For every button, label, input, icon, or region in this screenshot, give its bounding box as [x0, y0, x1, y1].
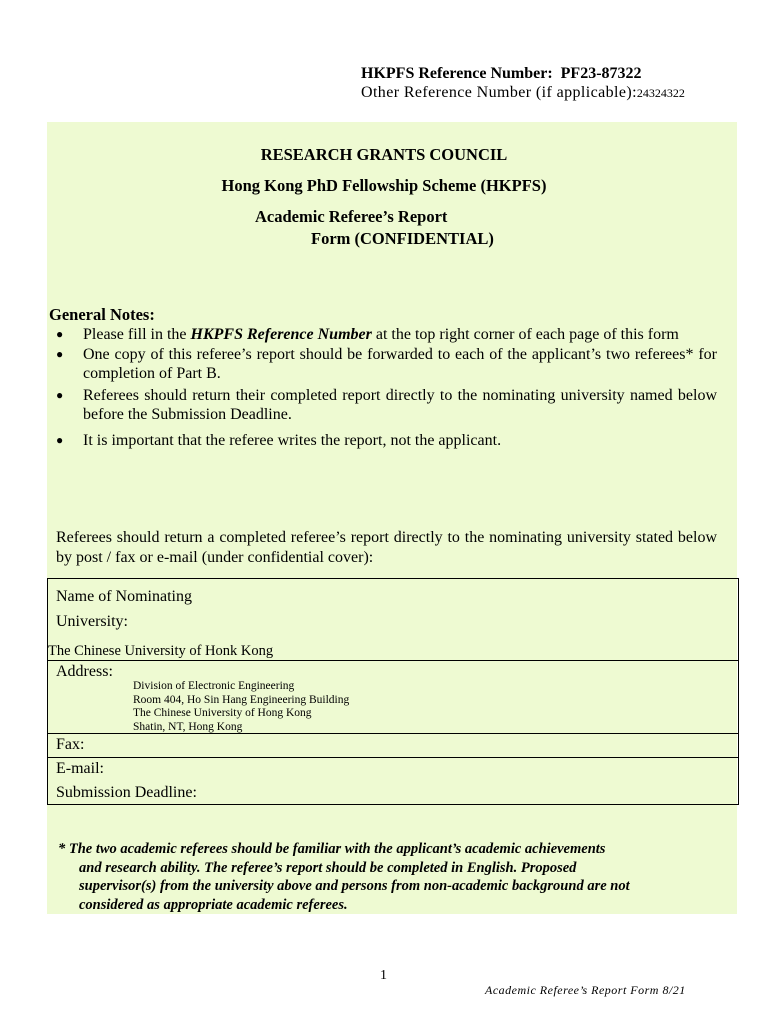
fax-label: Fax:: [56, 736, 85, 753]
nominating-university-table: [47, 578, 739, 805]
row-divider: [48, 660, 738, 661]
bullet-icon: ●: [56, 327, 64, 341]
ref-label: HKPFS Reference Number:: [361, 65, 553, 82]
university-value: The Chinese University of Honk Kong: [48, 643, 274, 659]
other-ref-value: 24324322: [636, 86, 685, 100]
footnote-line: * The two academic referees should be familiar with the applicant’s academic achievements: [58, 841, 606, 857]
address-line: Shatin, NT, Hong Kong: [133, 720, 243, 733]
report-title-line2: Form (CONFIDENTIAL): [311, 229, 494, 248]
note-text: Please fill in the: [83, 326, 191, 343]
row-divider: [48, 757, 738, 758]
row-divider: [48, 733, 738, 734]
footnote-line: and research ability. The referee’s report should be completed in English. Proposed: [79, 859, 577, 876]
email-label: E-mail:: [56, 760, 104, 777]
council-title: RESEARCH GRANTS COUNCIL: [260, 145, 508, 164]
footnote-line: considered as appropriate academic referees.: [79, 896, 348, 913]
name-label-line2: University:: [56, 613, 128, 630]
other-ref-label: Other Reference Number (if applicable):: [361, 84, 637, 101]
general-notes-heading: General Notes:: [49, 305, 155, 324]
note-item: [56, 325, 717, 345]
address-value: [133, 680, 349, 734]
address-label: Address:: [56, 663, 113, 680]
note-item: [56, 431, 717, 451]
scheme-title: Hong Kong PhD Fellowship Scheme (HKPFS): [221, 176, 547, 195]
address-line: Division of Electronic Engineering: [133, 680, 295, 692]
bullet-icon: ●: [56, 346, 64, 361]
ref-value: PF23-87322: [560, 65, 642, 82]
address-line: Room 404, Ho Sin Hang Engineering Building: [133, 693, 350, 706]
referee-footnote: [58, 840, 721, 914]
note-text: It is important that the referee writes the report, not the applicant.: [83, 431, 502, 449]
form-footer: Academic Referee’s Report Form 8/21: [485, 983, 686, 997]
note-text: One copy of this referee’s report should be forwarded to each of the applicant’s two referees* for completion of Part B.: [83, 345, 717, 382]
page-number: 1: [380, 968, 387, 983]
note-emphasis: HKPFS Reference Number: [190, 326, 372, 343]
note-text: at the top right corner of each page of this form: [371, 326, 679, 343]
hkpfs-reference-number: [361, 64, 642, 83]
note-item: [56, 386, 717, 425]
bullet-icon: ●: [56, 432, 64, 447]
note-item: [56, 345, 717, 384]
other-reference-number: [361, 83, 685, 103]
address-line: The Chinese University of Hong Kong: [133, 707, 312, 719]
report-title-line1: Academic Referee’s Report: [255, 207, 448, 226]
note-text: Referees should return their completed report directly to the nominating university named below before the Submission Deadline.: [83, 386, 717, 423]
footnote-line: supervisor(s) from the university above and persons from non-academic background are not: [79, 878, 630, 894]
name-label-line1: Name of Nominating: [56, 588, 192, 605]
general-notes-list: [56, 325, 717, 450]
return-instructions: Referees should return a completed referee’s report directly to the nominating university stated below by post / fax or e-mail (under confidential cover):: [56, 529, 717, 566]
deadline-label: Submission Deadline:: [56, 784, 197, 801]
bullet-icon: ●: [56, 387, 64, 402]
